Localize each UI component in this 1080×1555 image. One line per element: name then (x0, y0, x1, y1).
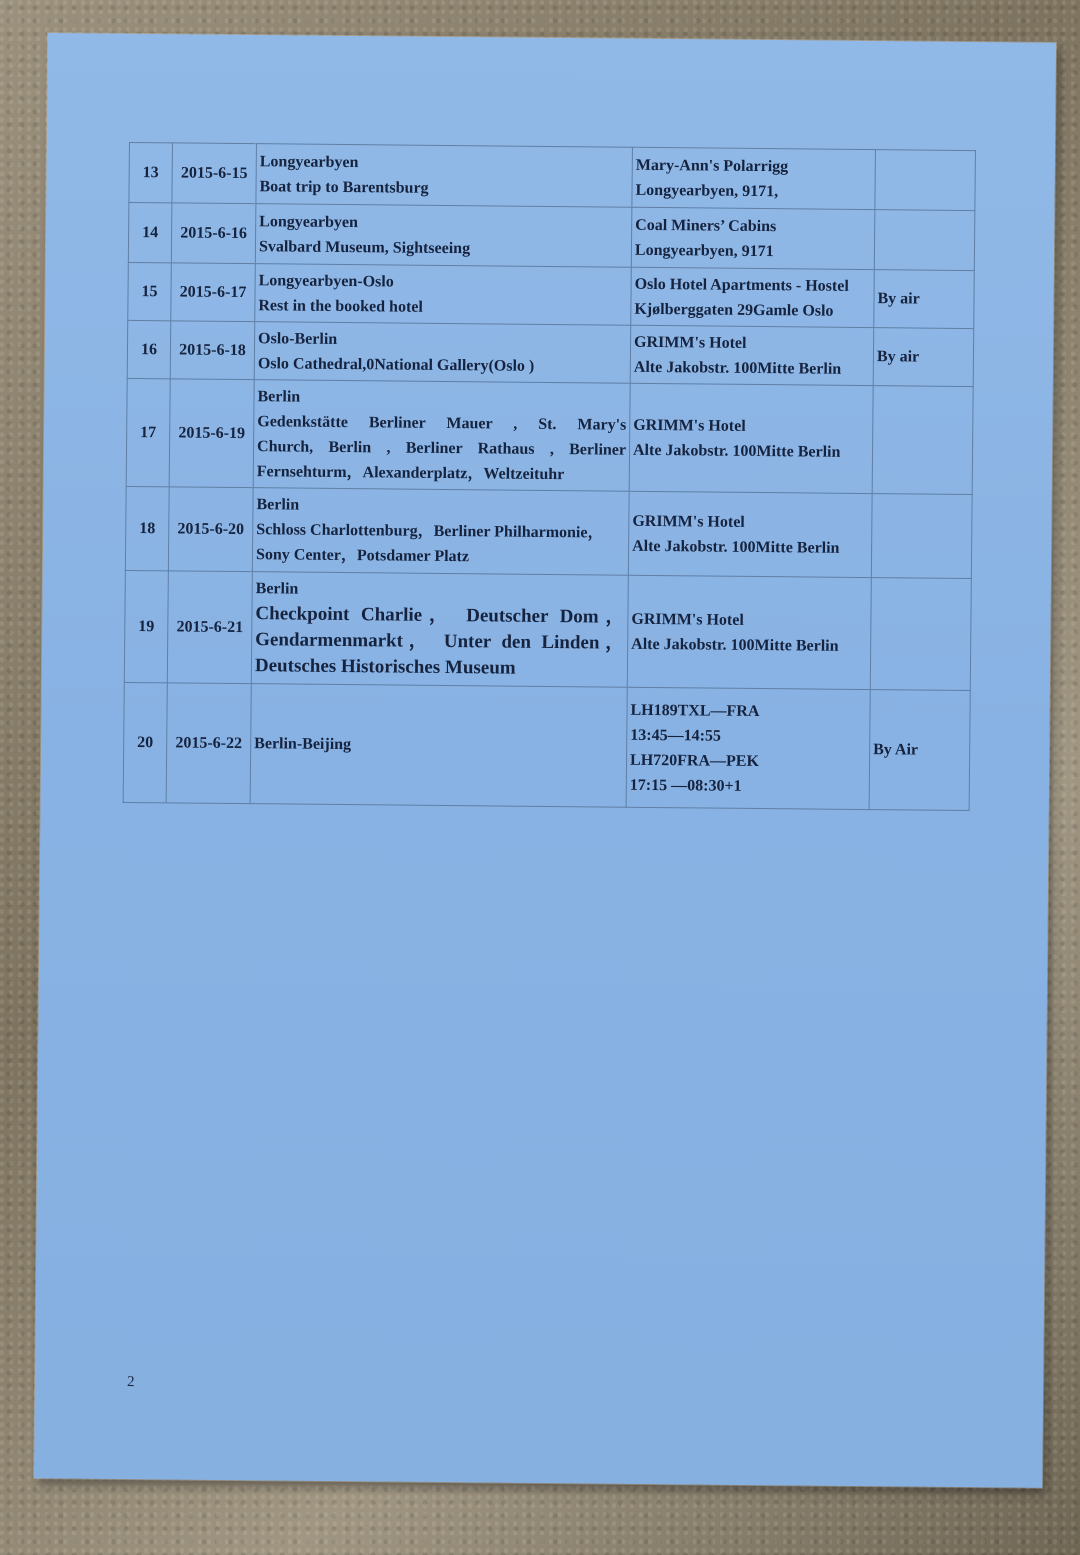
activity-line: Schloss Charlottenburg，Berliner Philharmonie， (256, 521, 604, 542)
page-number: 2 (127, 1373, 135, 1391)
transport-cell: By Air (869, 690, 970, 811)
activity-line: Gedenkstätte Berliner Mauer , St. Mary's (257, 412, 627, 434)
hotel-line: Alte Jakobstr. 100Mitte Berlin (631, 635, 839, 655)
hotel-line: GRIMM's Hotel (634, 333, 747, 352)
hotel-cell (630, 325, 874, 385)
day-number: 20 (123, 682, 167, 802)
activity-line: Sony Center，Potsdamer Platz (255, 546, 470, 566)
day-number: 17 (126, 378, 170, 486)
date-cell: 2015-6-17 (171, 263, 256, 322)
activity-cell (252, 488, 629, 576)
activity-cell (255, 264, 632, 326)
activity-line: Gendarmenmarkt， Unter den Linden， (255, 629, 625, 654)
transport-cell (872, 386, 973, 495)
hotel-line: Alte Jakobstr. 100Mitte Berlin (633, 358, 842, 378)
hotel-line: GRIMM's Hotel (633, 416, 746, 435)
hotel-cell (628, 491, 872, 577)
table-row (123, 682, 970, 810)
transport-cell (875, 150, 976, 211)
activity-cell (251, 572, 628, 688)
date-cell: 2015-6-18 (170, 321, 255, 380)
activity-line: Longyearbyen-Oslo (258, 271, 394, 290)
transport-cell (870, 578, 971, 691)
hotel-cell (629, 383, 873, 493)
date-cell: 2015-6-22 (166, 683, 251, 804)
hotel-cell (627, 575, 871, 689)
activity-line: Checkpoint Charlie， Deutscher Dom， (255, 603, 625, 628)
flight-line: LH720FRA—PEK (629, 751, 760, 770)
paper-sheet (34, 33, 1056, 1488)
hotel-line: Mary-Ann's Polarrigg (635, 156, 789, 175)
activity-cell (250, 684, 627, 808)
table-row (129, 142, 976, 210)
activity-line: Church, Berlin , Berliner Rathaus , Berliner (256, 437, 627, 459)
hotel-cell (632, 147, 876, 209)
table-row (125, 486, 972, 578)
activity-line: Rest in the booked hotel (258, 296, 423, 316)
day-number: 16 (127, 320, 171, 378)
activity-line: Boat trip to Barentsburg (259, 177, 429, 197)
activity-cell (256, 144, 633, 208)
day-number: 15 (128, 262, 172, 320)
date-cell: 2015-6-21 (167, 571, 252, 684)
table-row (126, 378, 973, 494)
activity-line: Longyearbyen (259, 152, 359, 171)
transport-cell (874, 210, 975, 271)
day-number: 19 (124, 570, 168, 682)
activity-line: Longyearbyen (259, 212, 358, 231)
day-number: 13 (129, 142, 173, 202)
flight-line: LH189TXL—FRA (630, 701, 760, 720)
activity-cell (253, 380, 630, 492)
date-cell: 2015-6-20 (168, 487, 253, 572)
hotel-cell (631, 267, 875, 327)
activity-line: Berlin (256, 496, 300, 514)
transport-cell (871, 494, 972, 579)
activity-line: Deutsches Historisches Museum (254, 655, 516, 679)
hotel-line: Oslo Hotel Apartments - Hostel (634, 275, 849, 295)
day-number: 18 (125, 486, 169, 570)
date-cell: 2015-6-16 (171, 203, 256, 264)
date-cell: 2015-6-15 (172, 143, 257, 204)
hotel-line: Longyearbyen, 9171 (634, 241, 774, 260)
activity-line: Oslo-Berlin (258, 329, 338, 348)
hotel-line: Alte Jakobstr. 100Mitte Berlin (632, 537, 840, 557)
activity-line: Berlin (255, 580, 299, 598)
activity-line: Berlin (257, 387, 301, 406)
activity-cell (254, 322, 631, 384)
hotel-cell (631, 207, 875, 269)
hotel-line: GRIMM's Hotel (632, 512, 745, 531)
activity-line: Svalbard Museum, Sightseeing (258, 237, 471, 257)
table-row (128, 202, 975, 270)
flight-line: 17:15 —08:30+1 (629, 776, 742, 795)
hotel-line: Alte Jakobstr. 100Mitte Berlin (632, 441, 841, 461)
table-row (127, 320, 974, 386)
table-row (124, 570, 971, 690)
flight-cell (626, 687, 870, 809)
hotel-line: Coal Miners’ Cabins (635, 216, 777, 235)
day-number: 14 (128, 202, 172, 262)
flight-line: 13:45—14:55 (630, 726, 722, 745)
activity-line: Fernsehturm，Alexanderplatz，Weltzeituhr (256, 462, 565, 483)
hotel-line: Kjølberggaten 29Gamle Oslo (634, 300, 834, 320)
hotel-line: Longyearbyen, 9171, (635, 181, 779, 200)
activity-line: Berlin-Beijing (254, 735, 352, 754)
transport-cell: By air (873, 328, 974, 387)
transport-cell: By air (874, 270, 975, 329)
activity-cell (255, 204, 632, 268)
date-cell: 2015-6-19 (169, 379, 254, 488)
table-row (128, 262, 975, 328)
activity-line: Oslo Cathedral,0National Gallery(Oslo ) (257, 354, 535, 375)
itinerary-table (123, 142, 976, 811)
hotel-line: GRIMM's Hotel (631, 610, 744, 629)
